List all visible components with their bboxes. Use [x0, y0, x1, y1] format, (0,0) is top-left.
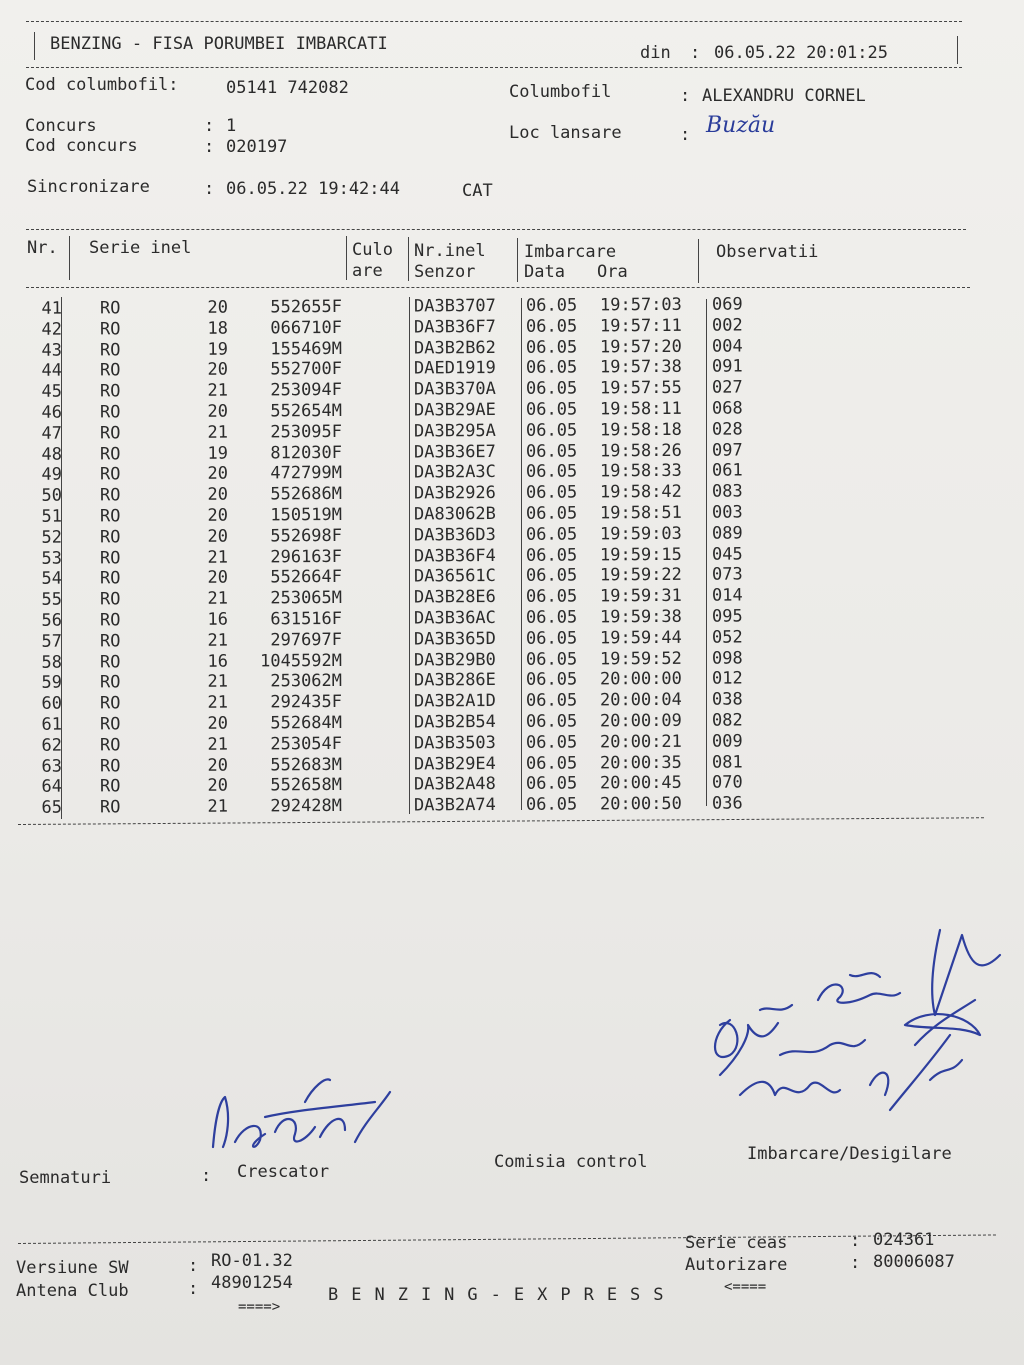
row-year: 21 [207, 547, 229, 568]
row-date: 06.05 [525, 732, 578, 753]
row-time: 20:00:45 [599, 773, 682, 794]
row-year: 20 [207, 567, 229, 589]
row-observatii: 012 [711, 668, 743, 690]
crescator-label: Crescator [237, 1162, 330, 1182]
row-sensor-id: DA3B36F7 [413, 316, 496, 338]
row-observatii: 004 [711, 336, 743, 357]
row-date: 06.05 [525, 545, 578, 566]
row-sensor-id: DA3B3707 [413, 295, 496, 317]
row-country: RO [99, 485, 121, 506]
row-year: 16 [207, 651, 229, 672]
row-number: 44 [41, 361, 63, 382]
row-sensor-id: DA3B2B54 [413, 711, 496, 733]
benzing-express-banner: BENZING-EXPRESS [328, 1285, 677, 1305]
row-country: RO [99, 506, 121, 527]
body-divider-3 [521, 298, 522, 810]
header-divider-2 [346, 236, 347, 280]
versiune-sw-colon: : [188, 1256, 199, 1276]
row-ring-number: 297697F [270, 629, 343, 651]
row-sensor-id: DA3B2A48 [413, 774, 496, 795]
row-time: 19:59:52 [599, 648, 682, 669]
autorizare-colon: : [850, 1253, 861, 1273]
breeder-signature-scrawl [205, 1072, 405, 1167]
col-header-nr: Nr. [27, 238, 58, 258]
row-date: 06.05 [525, 337, 578, 358]
row-time: 19:58:18 [599, 419, 682, 441]
din-colon: : [690, 43, 701, 63]
row-number: 47 [41, 423, 63, 444]
row-ring-number: 552683M [270, 754, 343, 775]
row-date: 06.05 [525, 711, 578, 732]
row-date: 06.05 [525, 669, 578, 691]
row-number: 56 [41, 610, 63, 631]
loc-lansare-label: Loc lansare [509, 123, 622, 143]
cod-concurs-label: Cod concurs [25, 136, 138, 156]
row-number: 64 [41, 777, 63, 798]
row-time: 20:00:09 [599, 710, 682, 732]
row-ring-number: 552686M [270, 484, 343, 505]
din-value: 06.05.22 20:01:25 [714, 43, 888, 63]
row-country: RO [99, 797, 121, 818]
row-year: 20 [207, 526, 229, 547]
banner-left-arrow: ====> [238, 1299, 281, 1315]
cod-columbofil-value: 05141 742082 [226, 78, 349, 98]
row-time: 19:57:38 [599, 357, 682, 378]
row-number: 42 [41, 319, 63, 340]
row-observatii: 003 [711, 502, 743, 523]
row-country: RO [99, 360, 121, 381]
row-country: RO [99, 651, 121, 672]
row-ring-number: 253095F [270, 421, 343, 443]
row-time: 20:00:21 [599, 731, 682, 753]
row-country: RO [99, 714, 121, 735]
row-time: 19:59:44 [599, 627, 682, 649]
row-time: 19:58:33 [599, 461, 682, 482]
row-country: RO [99, 464, 121, 485]
antena-club-value: 48901254 [211, 1273, 293, 1293]
row-number: 59 [41, 673, 63, 694]
row-date: 06.05 [525, 316, 578, 337]
row-sensor-id: DA3B29B0 [413, 649, 496, 671]
row-year: 19 [207, 339, 229, 360]
row-date: 06.05 [525, 628, 578, 649]
header-top-rule [26, 21, 962, 22]
row-number: 46 [41, 402, 63, 423]
row-sensor-id: DAED1919 [413, 358, 496, 379]
row-ring-number: 292428M [270, 796, 343, 817]
row-year: 20 [207, 755, 229, 776]
row-number: 41 [41, 298, 63, 319]
row-country: RO [99, 527, 121, 548]
row-year: 21 [207, 630, 229, 651]
semnaturi-label: Semnaturi [19, 1168, 112, 1188]
row-ring-number: 1045592M [260, 650, 343, 672]
row-time: 19:59:15 [599, 544, 682, 565]
row-observatii: 036 [711, 793, 743, 814]
versiune-sw-label: Versiune SW [16, 1258, 129, 1278]
row-number: 60 [41, 693, 63, 714]
col-header-data: Data [524, 262, 565, 282]
row-number: 50 [41, 485, 63, 506]
body-divider-1 [61, 297, 62, 819]
col-header-nr-inel-2: Senzor [414, 262, 476, 282]
sincronizare-label: Sincronizare [27, 177, 150, 197]
row-number: 58 [41, 652, 63, 673]
row-sensor-id: DA3B36E7 [413, 441, 496, 463]
antena-club-label: Antena Club [16, 1281, 129, 1301]
committee-signature-scrawl [700, 905, 1020, 1120]
row-date: 06.05 [525, 607, 578, 628]
row-observatii: 068 [711, 398, 743, 419]
row-year: 21 [207, 796, 229, 817]
din-label: din [640, 43, 671, 63]
row-date: 06.05 [525, 524, 578, 545]
row-time: 19:58:26 [599, 440, 682, 461]
row-observatii: 083 [711, 481, 743, 502]
row-observatii: 091 [711, 356, 743, 378]
row-number: 63 [41, 756, 63, 777]
row-date: 06.05 [525, 461, 578, 483]
header-bottom-rule [26, 67, 962, 68]
row-ring-number: 066710F [270, 317, 343, 339]
header-left-border [34, 32, 35, 60]
row-time: 19:58:51 [599, 502, 682, 524]
row-sensor-id: DA3B2A1D [413, 691, 496, 712]
row-country: RO [99, 610, 121, 631]
row-sensor-id: DA83062B [413, 503, 496, 525]
loc-lansare-handwritten: Buzău [706, 113, 776, 138]
row-year: 16 [207, 609, 229, 630]
row-sensor-id: DA3B29AE [413, 399, 496, 421]
row-number: 51 [41, 506, 63, 527]
row-country: RO [99, 568, 121, 589]
row-country: RO [99, 381, 121, 402]
row-sensor-id: DA3B3503 [413, 732, 496, 754]
header-divider-5 [698, 239, 699, 283]
col-header-culoare-1: Culo [352, 240, 393, 260]
row-number: 54 [41, 569, 63, 590]
row-ring-number: 552700F [270, 359, 343, 380]
body-divider-4 [706, 299, 707, 806]
row-year: 21 [207, 422, 229, 443]
header-divider-4 [517, 238, 518, 282]
row-country: RO [99, 443, 121, 464]
sincronizare-colon: : [204, 179, 215, 199]
row-country: RO [99, 776, 121, 797]
serie-ceas-value: 024361 [873, 1230, 935, 1250]
row-date: 06.05 [525, 753, 578, 774]
row-date: 06.05 [525, 586, 578, 607]
row-sensor-id: DA3B36AC [413, 607, 496, 629]
row-country: RO [99, 423, 121, 444]
row-year: 21 [207, 734, 229, 755]
row-observatii: 045 [711, 544, 743, 565]
row-date: 06.05 [525, 357, 578, 379]
row-ring-number: 253062M [270, 671, 343, 692]
col-header-nr-inel-1: Nr.inel [414, 241, 486, 261]
row-time: 19:57:55 [599, 378, 682, 399]
cod-concurs-value: 020197 [226, 137, 288, 157]
row-time: 20:00:04 [599, 690, 682, 711]
table-bottom-rule [18, 817, 984, 825]
row-date: 06.05 [525, 441, 578, 462]
row-time: 20:00:00 [599, 669, 682, 690]
row-time: 19:57:11 [599, 315, 682, 337]
row-sensor-id: DA3B2A3C [413, 462, 496, 483]
header-right-border [957, 36, 958, 64]
sincronizare-timezone: CAT [462, 181, 493, 201]
banner-right-arrow: <==== [724, 1279, 767, 1295]
row-ring-number: 552654M [270, 400, 343, 422]
row-number: 62 [41, 735, 63, 756]
cod-columbofil-label: Cod columbofil: [25, 75, 179, 95]
row-sensor-id: DA3B2B62 [413, 337, 496, 359]
row-observatii: 069 [711, 294, 743, 315]
header-divider-3 [408, 237, 409, 281]
row-time: 19:57:20 [599, 336, 682, 357]
antena-club-colon: : [188, 1279, 199, 1299]
row-date: 06.05 [525, 690, 578, 711]
row-observatii: 098 [711, 648, 743, 669]
row-ring-number: 292435F [270, 692, 343, 713]
loc-lansare-colon: : [680, 125, 691, 145]
row-date: 06.05 [525, 503, 578, 524]
row-ring-number: 552658M [270, 775, 343, 796]
row-date: 06.05 [525, 794, 578, 815]
semnaturi-colon: : [201, 1166, 212, 1186]
table-header-top-rule [26, 229, 966, 230]
row-observatii: 028 [711, 419, 743, 440]
row-date: 06.05 [525, 482, 578, 503]
form-title: BENZING - FISA PORUMBEI IMBARCATI [50, 34, 388, 54]
row-number: 43 [41, 340, 63, 361]
row-country: RO [99, 672, 121, 693]
row-time: 19:59:03 [599, 523, 682, 545]
autorizare-label: Autorizare [685, 1255, 788, 1275]
row-sensor-id: DA3B365D [413, 628, 496, 650]
row-country: RO [99, 339, 121, 360]
columbofil-label: Columbofil [509, 82, 612, 102]
row-year: 20 [207, 401, 229, 422]
row-year: 21 [207, 380, 229, 401]
row-observatii: 052 [711, 627, 743, 648]
autorizare-value: 80006087 [873, 1252, 955, 1272]
row-ring-number: 296163F [270, 546, 343, 567]
table-header-bottom-rule [26, 287, 970, 288]
row-year: 20 [207, 297, 229, 318]
header-divider-1 [69, 236, 70, 280]
row-sensor-id: DA3B36D3 [413, 524, 496, 546]
row-year: 21 [207, 692, 229, 713]
row-sensor-id: DA3B370A [413, 379, 496, 400]
row-year: 19 [207, 443, 229, 464]
row-ring-number: 631516F [270, 608, 343, 630]
row-year: 21 [207, 671, 229, 693]
row-number: 65 [41, 797, 63, 818]
row-country: RO [99, 631, 121, 652]
row-country: RO [99, 589, 121, 610]
row-number: 45 [41, 381, 63, 402]
row-time: 19:57:03 [599, 294, 682, 316]
row-observatii: 009 [711, 731, 743, 752]
row-sensor-id: DA3B286E [413, 670, 496, 691]
col-header-culoare-2: are [352, 261, 383, 281]
row-ring-number: 253065M [270, 588, 343, 609]
row-observatii: 082 [711, 710, 743, 731]
row-country: RO [99, 547, 121, 568]
row-sensor-id: DA3B29E4 [413, 753, 496, 775]
row-observatii: 081 [711, 752, 743, 773]
concurs-value: 1 [226, 116, 237, 136]
row-time: 20:00:35 [599, 752, 682, 773]
row-number: 49 [41, 465, 63, 486]
row-date: 06.05 [525, 378, 578, 399]
row-year: 21 [207, 588, 229, 609]
row-ring-number: 253054F [270, 733, 343, 755]
cod-concurs-colon: : [204, 137, 215, 157]
row-year: 18 [207, 318, 229, 339]
body-divider-2 [409, 297, 410, 814]
columbofil-value: ALEXANDRU CORNEL [702, 86, 866, 106]
row-year: 20 [207, 505, 229, 526]
row-sensor-id: DA3B2926 [413, 483, 496, 504]
row-ring-number: 253094F [270, 380, 343, 401]
row-number: 52 [41, 527, 63, 548]
comisia-control-label: Comisia control [494, 1152, 648, 1172]
row-time: 19:59:31 [599, 586, 682, 607]
col-header-observatii: Observatii [716, 242, 819, 262]
row-observatii: 002 [711, 315, 743, 336]
row-date: 06.05 [525, 420, 578, 441]
row-sensor-id: DA3B36F4 [413, 545, 496, 567]
row-year: 20 [207, 463, 229, 485]
row-observatii: 095 [711, 606, 743, 627]
row-number: 48 [41, 444, 63, 465]
row-ring-number: 552664F [270, 567, 343, 588]
row-observatii: 070 [711, 772, 743, 794]
row-date: 06.05 [525, 649, 578, 670]
row-date: 06.05 [525, 399, 578, 420]
row-date: 06.05 [525, 295, 578, 316]
row-observatii: 027 [711, 377, 743, 398]
row-number: 57 [41, 631, 63, 652]
row-ring-number: 155469M [270, 338, 343, 359]
row-time: 19:58:11 [599, 398, 682, 420]
row-year: 20 [207, 359, 229, 381]
row-year: 20 [207, 713, 229, 734]
concurs-label: Concurs [25, 116, 97, 136]
row-year: 20 [207, 775, 229, 797]
serie-ceas-colon: : [850, 1231, 861, 1251]
row-sensor-id: DA3B2A74 [413, 795, 496, 816]
row-date: 06.05 [525, 773, 578, 795]
row-ring-number: 552655F [270, 296, 343, 318]
row-date: 06.05 [525, 565, 578, 587]
row-observatii: 073 [711, 564, 743, 586]
row-country: RO [99, 755, 121, 776]
row-country: RO [99, 298, 121, 319]
row-country: RO [99, 735, 121, 756]
row-time: 20:00:50 [599, 794, 682, 815]
row-observatii: 038 [711, 689, 743, 710]
row-country: RO [99, 319, 121, 340]
row-sensor-id: DA36561C [413, 566, 496, 587]
versiune-sw-value: RO-01.32 [211, 1251, 293, 1271]
row-observatii: 014 [711, 585, 743, 606]
row-sensor-id: DA3B295A [413, 420, 496, 442]
col-header-imbarcare: Imbarcare [524, 242, 617, 262]
row-time: 19:59:22 [599, 565, 682, 586]
row-ring-number: 552684M [270, 712, 343, 734]
row-observatii: 089 [711, 523, 743, 544]
col-header-ora: Ora [597, 262, 628, 282]
concurs-colon: : [204, 116, 215, 136]
serie-ceas-label: Serie ceas [685, 1233, 788, 1253]
columbofil-colon: : [680, 86, 691, 106]
row-observatii: 061 [711, 460, 743, 482]
row-time: 19:59:38 [599, 606, 682, 628]
row-ring-number: 472799M [270, 463, 343, 484]
row-observatii: 097 [711, 440, 743, 461]
row-ring-number: 150519M [270, 504, 343, 526]
row-country: RO [99, 693, 121, 714]
row-number: 53 [41, 548, 63, 569]
row-time: 19:58:42 [599, 482, 682, 503]
sincronizare-value: 06.05.22 19:42:44 [226, 179, 400, 199]
row-country: RO [99, 402, 121, 423]
row-ring-number: 812030F [270, 442, 343, 463]
row-number: 61 [41, 714, 63, 735]
row-year: 20 [207, 484, 229, 505]
row-number: 55 [41, 589, 63, 610]
col-header-serie-inel: Serie inel [89, 238, 192, 258]
imbarcare-desigilare-label: Imbarcare/Desigilare [747, 1144, 952, 1164]
row-sensor-id: DA3B28E6 [413, 587, 496, 608]
row-ring-number: 552698F [270, 525, 343, 547]
